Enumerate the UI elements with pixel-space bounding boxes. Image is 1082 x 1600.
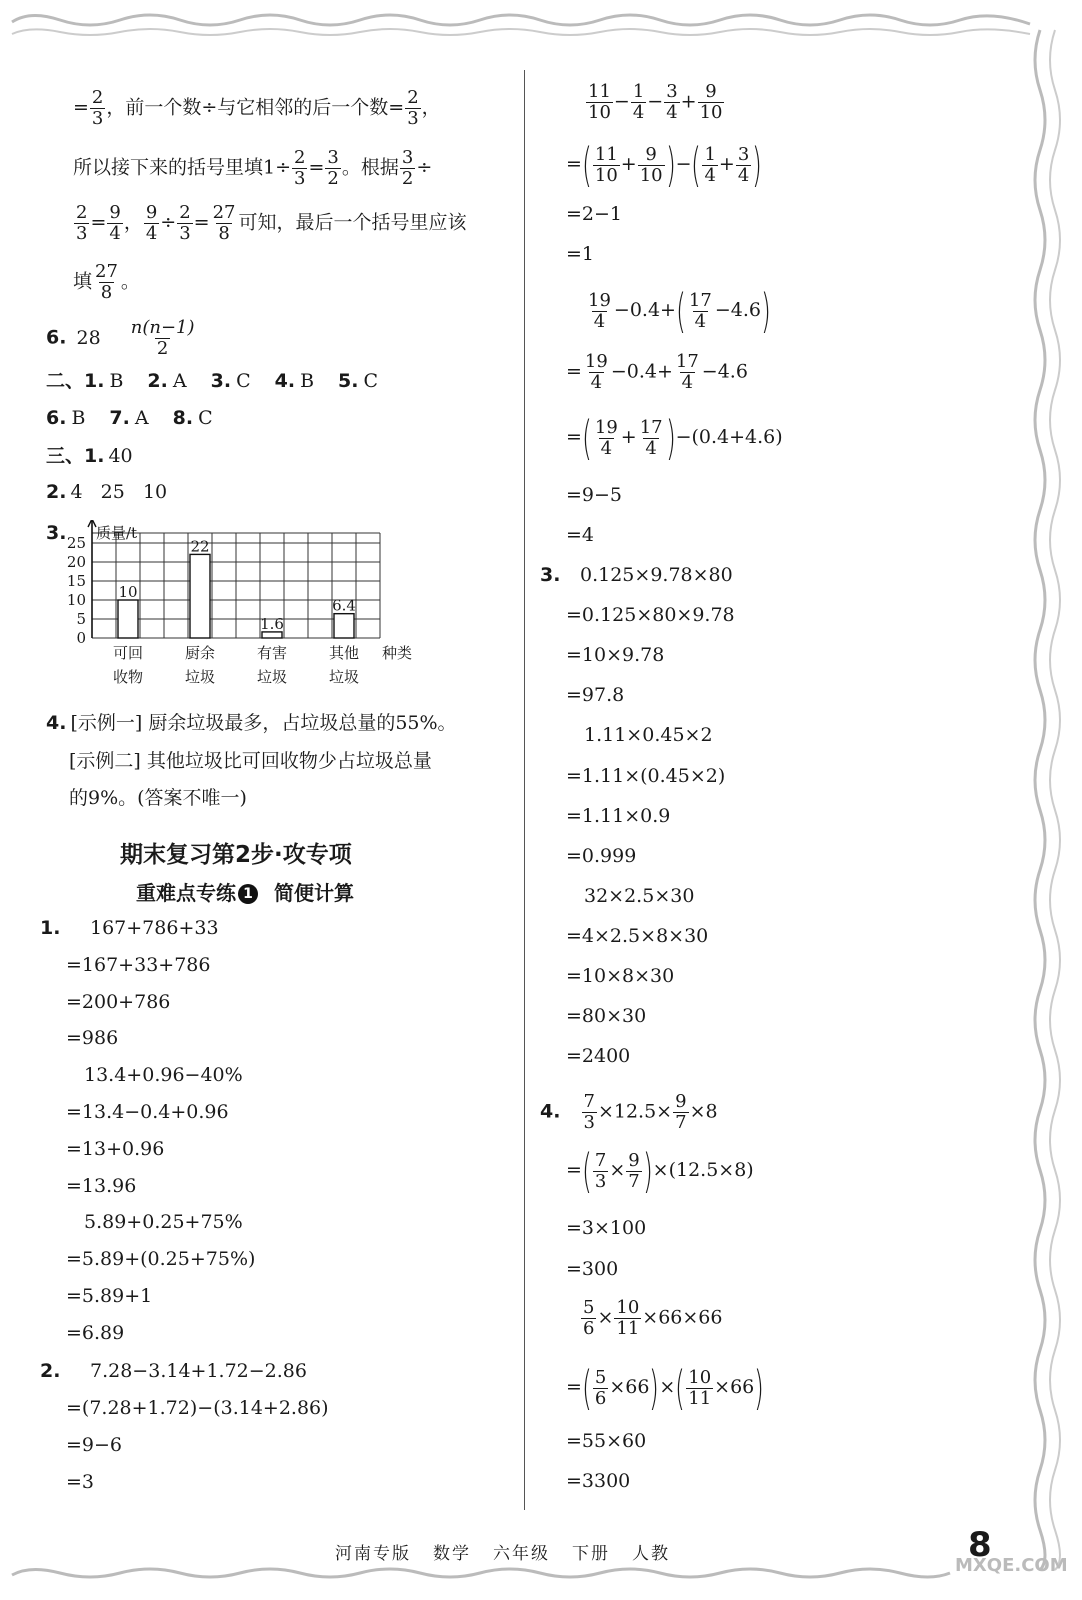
expr-line: =167+33+786 — [66, 953, 211, 976]
choice-answer: 3. C — [210, 370, 251, 392]
page-number: 8 — [968, 1525, 992, 1565]
fraction: $\frac{n(n-1)}{2}$ — [130, 317, 195, 359]
expr-line: =( $\frac{11}{10}$ + $\frac{9}{10}$ )−( $\frac{1}{4}$ + $\frac{3}{4}$ ) — [566, 138, 763, 192]
expr-line: =97.8 — [566, 684, 625, 707]
fraction: $\frac{27}{8}$ — [95, 261, 118, 303]
expr-line: =( $\frac{5}{6}$ ×66)×( $\frac{10}{11}$ ×66) — [566, 1361, 765, 1415]
expr-line: 32×2.5×30 — [584, 884, 695, 907]
intro-line-3: $\frac{2}{3}$ = $\frac{9}{4}$ ， $\frac{9}{4}$ ÷ $\frac{2}{3}$ = $\frac{27}{8}$ 可知，最后一个括号里应该 — [76, 202, 467, 244]
y-tick-label: 20 — [66, 553, 86, 571]
expr-line: =80×30 — [566, 1005, 647, 1028]
expr-line: 2. 7.28−3.14+1.72−2.86 — [40, 1360, 307, 1382]
text: ÷ — [416, 156, 433, 179]
text: = — [308, 156, 325, 179]
watermark: MXQE.COM — [955, 1555, 1068, 1576]
category-label: 厨余 — [184, 644, 216, 662]
footer-item: 下册 — [572, 1544, 610, 1564]
question-number: 6. — [46, 326, 67, 349]
expr-line: =10×9.78 — [566, 644, 665, 667]
section-subtitle: 重难点专练 1 简便计算 — [136, 881, 354, 905]
expr-line: =3×100 — [566, 1217, 647, 1239]
expr-line: $\frac{5}{6}$ × $\frac{10}{11}$ ×66×66 — [583, 1297, 723, 1339]
expr-line: $\frac{11}{10}$ − $\frac{1}{4}$ − $\frac{3}{4}$ + $\frac{9}{10}$ — [588, 81, 723, 123]
y-tick-label: 15 — [66, 572, 86, 590]
expr-line: =13+0.96 — [66, 1137, 165, 1160]
answer-6 — [46, 318, 198, 359]
expr-line: =1.11×0.9 — [566, 804, 671, 827]
expr-line: =(7.28+1.72)−(3.14+2.86) — [66, 1397, 329, 1419]
text: = — [73, 96, 89, 119]
choice-answer: 7. A — [109, 407, 149, 429]
section-title: 期末复习第2步·攻专项 — [120, 842, 352, 868]
bar-value-label: 6.4 — [332, 596, 356, 615]
choice-answers-line-2 — [46, 407, 237, 429]
category-label: 垃圾 — [256, 668, 288, 686]
expr-line: =13.96 — [66, 1174, 137, 1197]
answer-4-line-1: 4. [示例一] 厨余垃圾最多，占垃圾总量的55%。 — [46, 712, 457, 734]
choice-answers-line-1 — [46, 370, 402, 392]
expr-line: =55×60 — [566, 1430, 647, 1452]
answer-4-line-3: 的9%。(答案不唯一) — [69, 787, 247, 809]
y-tick-label: 25 — [66, 534, 86, 552]
expr-line: =10×8×30 — [566, 965, 675, 987]
y-tick-label: 10 — [66, 591, 86, 609]
category-label: 收物 — [112, 668, 144, 686]
choice-answer: 8. C — [172, 407, 213, 429]
expr-line: =300 — [566, 1258, 619, 1280]
expr-line: =0.999 — [566, 844, 637, 867]
fraction: $\frac{9}{4}$ — [109, 202, 121, 244]
fraction: $\frac{3}{2}$ — [401, 147, 414, 189]
category-label: 垃圾 — [184, 668, 216, 686]
y-tick-label: 0 — [76, 629, 86, 647]
choice-answer: 5. C — [338, 370, 379, 392]
expr-line: 3. 0.125×9.78×80 — [540, 564, 733, 586]
choice-answer: 4. B — [274, 370, 315, 392]
expr-line: 1.11×0.45×2 — [584, 724, 713, 747]
fraction: $\frac{2}{3}$ — [91, 87, 104, 129]
footer-item: 河南专版 — [335, 1544, 411, 1564]
answer-4-line-2: [示例二] 其他垃圾比可回收物少占垃圾总量 — [69, 750, 432, 772]
expr-line: 1. 167+786+33 — [40, 917, 219, 939]
bar-value-label: 22 — [190, 537, 210, 556]
expr-line: =1.11×(0.45×2) — [566, 764, 726, 787]
expr-line: =( $\frac{19}{4}$ + $\frac{17}{4}$ )−(0.4+4.6) — [566, 411, 783, 465]
bar — [118, 600, 138, 638]
expr-line: =0.125×80×9.78 — [566, 604, 735, 627]
expr-line: =4×2.5×8×30 — [566, 924, 709, 947]
text: 可知，最后一个括号里应该 — [238, 211, 467, 234]
expr-line: =2−1 — [566, 203, 623, 225]
x-axis-label: 种类 — [382, 644, 413, 662]
text: ， — [421, 96, 441, 119]
expr-line: =4 — [566, 524, 595, 546]
expr-line: 4. $\frac{7}{3}$ ×12.5× $\frac{9}{7}$ ×8 — [540, 1091, 718, 1133]
choice-answer: 6. B — [46, 407, 86, 429]
expr-line: =6.89 — [66, 1321, 125, 1344]
bar-value-label: 1.6 — [260, 614, 284, 633]
bar — [334, 614, 354, 638]
fraction: $\frac{9}{4}$ — [145, 202, 158, 244]
fraction: $\frac{2}{3}$ — [179, 202, 191, 244]
fraction: $\frac{2}{3}$ — [76, 202, 88, 244]
fraction: $\frac{2}{3}$ — [407, 87, 419, 129]
intro-line-4: 填 $\frac{27}{8}$ 。 — [73, 261, 140, 303]
expr-line: =2400 — [566, 1045, 631, 1068]
category-label: 其他 — [328, 644, 360, 662]
category-label: 可回 — [112, 644, 144, 662]
expr-line: =1 — [566, 243, 595, 265]
expr-line: 5.89+0.25+75% — [84, 1211, 243, 1234]
fill-answer-2: 2. 4 25 10 — [46, 481, 168, 503]
choice-answer: 二、1. B — [46, 370, 124, 392]
column-divider — [524, 70, 525, 1510]
expr-line: =13.4−0.4+0.96 — [66, 1101, 229, 1123]
expr-line: =9−6 — [66, 1434, 123, 1456]
footer-item: 数学 — [433, 1544, 471, 1564]
bar — [190, 554, 210, 638]
text: 。根据 — [341, 156, 399, 179]
expr-line: =3 — [66, 1471, 95, 1493]
y-axis-label: 质量/t — [96, 524, 138, 542]
circled-number: 1 — [238, 884, 258, 904]
expr-line: = $\frac{19}{4}$ −0.4+ $\frac{17}{4}$ −4.6 — [566, 351, 748, 393]
expr-line: 13.4+0.96−40% — [84, 1064, 243, 1087]
fraction: $\frac{27}{8}$ — [212, 202, 236, 244]
choice-answer: 2. A — [147, 370, 187, 392]
intro-line-2 — [73, 148, 432, 189]
expr-line: =5.89+(0.25+75%) — [66, 1248, 256, 1271]
fill-answer-1: 三、1. 40 — [46, 445, 133, 467]
intro-line-1 — [73, 88, 441, 129]
answer-value: 28 — [76, 326, 101, 349]
expr-line: =9−5 — [566, 484, 623, 506]
category-label: 垃圾 — [328, 668, 360, 686]
expr-line: =986 — [66, 1027, 119, 1050]
expr-line: $\frac{19}{4}$ −0.4+( $\frac{17}{4}$ −4.6) — [588, 284, 771, 338]
fraction: $\frac{3}{2}$ — [327, 147, 339, 189]
fill-answer-3: 3. — [46, 522, 67, 544]
category-label: 有害 — [256, 644, 288, 662]
bar-value-label: 10 — [118, 583, 138, 601]
expr-line: =5.89+1 — [66, 1285, 153, 1307]
expr-line: =200+786 — [66, 990, 171, 1013]
fraction: $\frac{2}{3}$ — [294, 147, 306, 189]
y-tick-label: 5 — [76, 610, 86, 628]
expr-line: =3300 — [566, 1470, 631, 1492]
bar-chart — [58, 520, 418, 690]
page-footer — [335, 1539, 692, 1564]
footer-item: 六年级 — [493, 1544, 550, 1564]
footer-item: 人教 — [632, 1544, 670, 1564]
text: ，前一个数÷与它相邻的后一个数= — [106, 96, 405, 119]
expr-line: =( $\frac{7}{3}$ × $\frac{9}{7}$ )×(12.5×8) — [566, 1144, 754, 1198]
text: 所以接下来的括号里填1÷ — [73, 156, 292, 179]
